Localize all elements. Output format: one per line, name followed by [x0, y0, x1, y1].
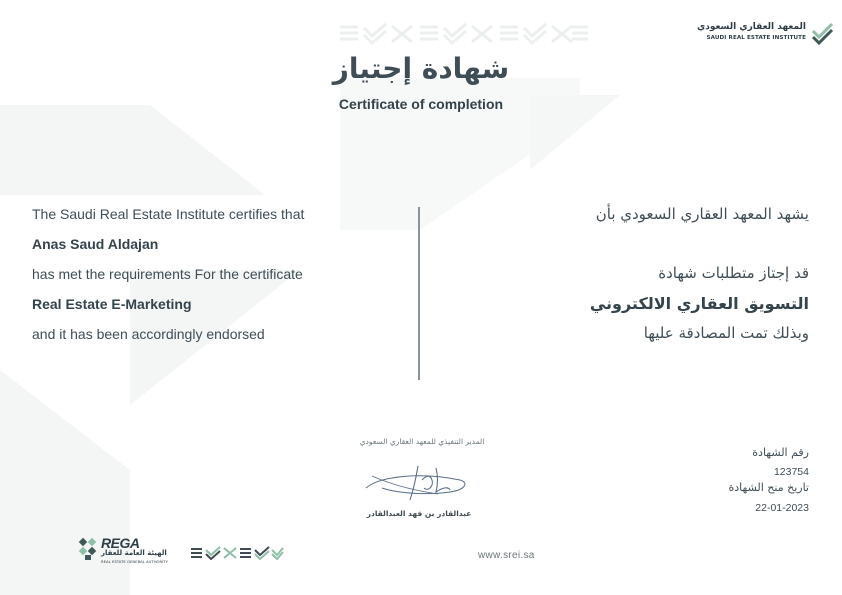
rega-english-name: REAL ESTATE GENERAL AUTHORITY [101, 559, 168, 564]
certificate-title-english: Certificate of completion [338, 96, 504, 112]
handwritten-signature [360, 458, 476, 506]
issue-date-label: تاريخ منح الشهادة [728, 481, 809, 494]
arabic-line-certifies: يشهد المعهد العقاري السعودي بأن [595, 205, 809, 223]
certificate-number-label: رقم الشهادة [752, 446, 809, 459]
signatory-name: عبدالقادر بن فهد العبدالقادر [366, 509, 472, 518]
signatory-title: المدير التنفيذي للمعهد العقاري السعودي [359, 437, 485, 446]
arabic-line-endorsed: وبذلك تمت المصادقة عليها [643, 324, 809, 342]
course-name-english: Real Estate E-Marketing [32, 296, 192, 312]
certificate-title-arabic: شهادة إجتياز [332, 52, 510, 85]
vertical-divider [418, 207, 420, 380]
rega-logo [77, 535, 182, 565]
arabic-line-requirements: قد إجتاز متطلبات شهادة [658, 264, 809, 282]
institute-mark-icon [810, 20, 836, 46]
english-line-certifies: The Saudi Real Estate Institute certifies that [32, 206, 305, 222]
english-line-endorsed: and it has been accordingly endorsed [32, 326, 265, 342]
course-name-arabic: التسويق العقاري الالكتروني [589, 294, 809, 313]
issue-date: 22-01-2023 [755, 502, 809, 514]
rega-brand: REGA [101, 535, 140, 551]
certificate-number: 123754 [773, 466, 809, 478]
institute-logo [688, 20, 836, 46]
decorative-pattern-bottom [190, 546, 284, 560]
rega-emblem-icon [77, 535, 99, 561]
recipient-name-english: Anas Saud Aldajan [32, 236, 159, 252]
institute-logo-english: SAUDI REAL ESTATE INSTITUTE [706, 35, 806, 41]
website-url: www.srei.sa [478, 550, 535, 561]
decorative-pattern-top [338, 22, 590, 46]
rega-arabic-name: الهيئة العامة للعقار [101, 549, 167, 557]
english-line-requirements: has met the requirements For the certificate [32, 266, 303, 282]
institute-logo-arabic: المعهد العقاري السعودي [696, 22, 806, 32]
